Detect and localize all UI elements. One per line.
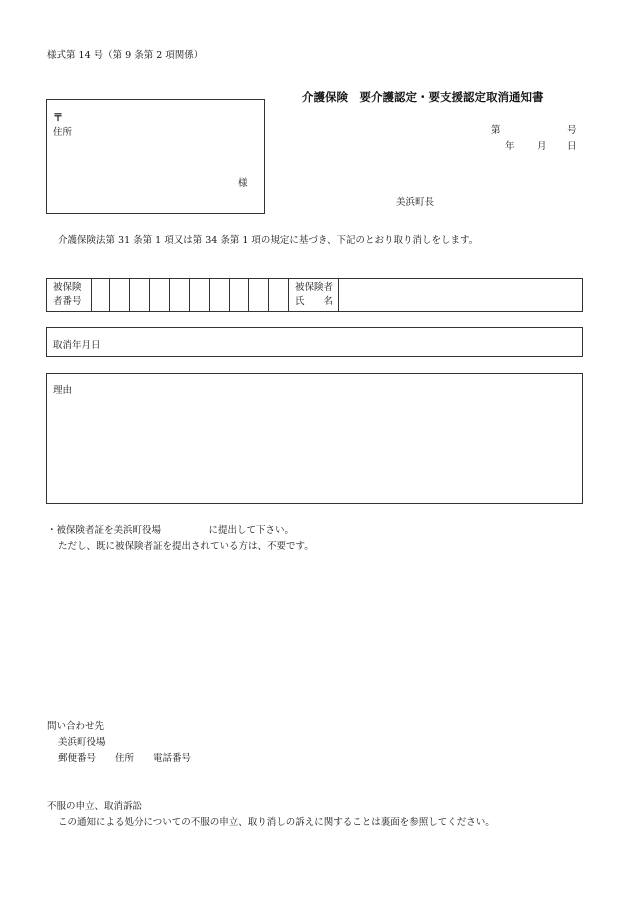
recipient-address-box: [46, 99, 265, 214]
insured-name-field[interactable]: [339, 279, 583, 312]
insured-number-digit[interactable]: [210, 279, 230, 312]
intro-text: 介護保険法第 31 条第 1 項又は第 34 条第 1 項の規定に基づき、下記のとおり取り消しをします。: [58, 235, 479, 246]
doc-number-dai: 第: [491, 125, 501, 136]
insured-number-digit[interactable]: [249, 279, 269, 312]
insured-number-digit[interactable]: [150, 279, 170, 312]
insured-number-digit[interactable]: [130, 279, 150, 312]
doc-number-go: 号: [567, 125, 577, 136]
address-label: 住所: [53, 127, 73, 138]
note-line-1: ・被保険者証を美浜町役場 に提出して下さい。: [47, 525, 295, 536]
cancel-date-label: 取消年月日: [53, 340, 101, 351]
appeal-text: この通知による処分についての不服の申立、取り消しの訴えに関することは裏面を参照してください。: [58, 817, 495, 828]
insured-number-digit[interactable]: [269, 279, 289, 312]
insured-name-label: 被保険者 氏 名: [289, 279, 339, 312]
insured-number-digit[interactable]: [230, 279, 249, 312]
insured-number-label: 被保険 者番号: [47, 279, 92, 312]
insured-number-digit[interactable]: [190, 279, 210, 312]
contact-details: 郵便番号 住所 電話番号: [58, 753, 192, 764]
date-day: 日: [567, 141, 577, 152]
appeal-heading: 不服の申立、取消訴訟: [47, 801, 143, 812]
note-line-2: ただし、既に被保険者証を提出されている方は、不要です。: [58, 541, 314, 552]
reason-label: 理由: [53, 385, 73, 396]
insured-number-digit[interactable]: [110, 279, 130, 312]
honorific: 様: [238, 178, 248, 189]
date-year: 年: [505, 141, 515, 152]
date-month: 月: [537, 141, 547, 152]
insured-number-digit[interactable]: [92, 279, 110, 312]
form-number: 様式第 14 号（第 9 条第 2 項関係）: [47, 50, 204, 61]
cancel-date-box: [46, 327, 583, 357]
contact-office: 美浜町役場: [58, 737, 106, 748]
document-title: 介護保険 要介護認定・要支援認定取消通知書: [302, 90, 544, 104]
contact-heading: 問い合わせ先: [47, 721, 105, 732]
insured-number-digit[interactable]: [170, 279, 190, 312]
insured-info-table: [46, 278, 583, 312]
reason-box: [46, 373, 583, 504]
issuer: 美浜町長: [396, 197, 435, 208]
postal-mark: 〒: [53, 113, 63, 124]
